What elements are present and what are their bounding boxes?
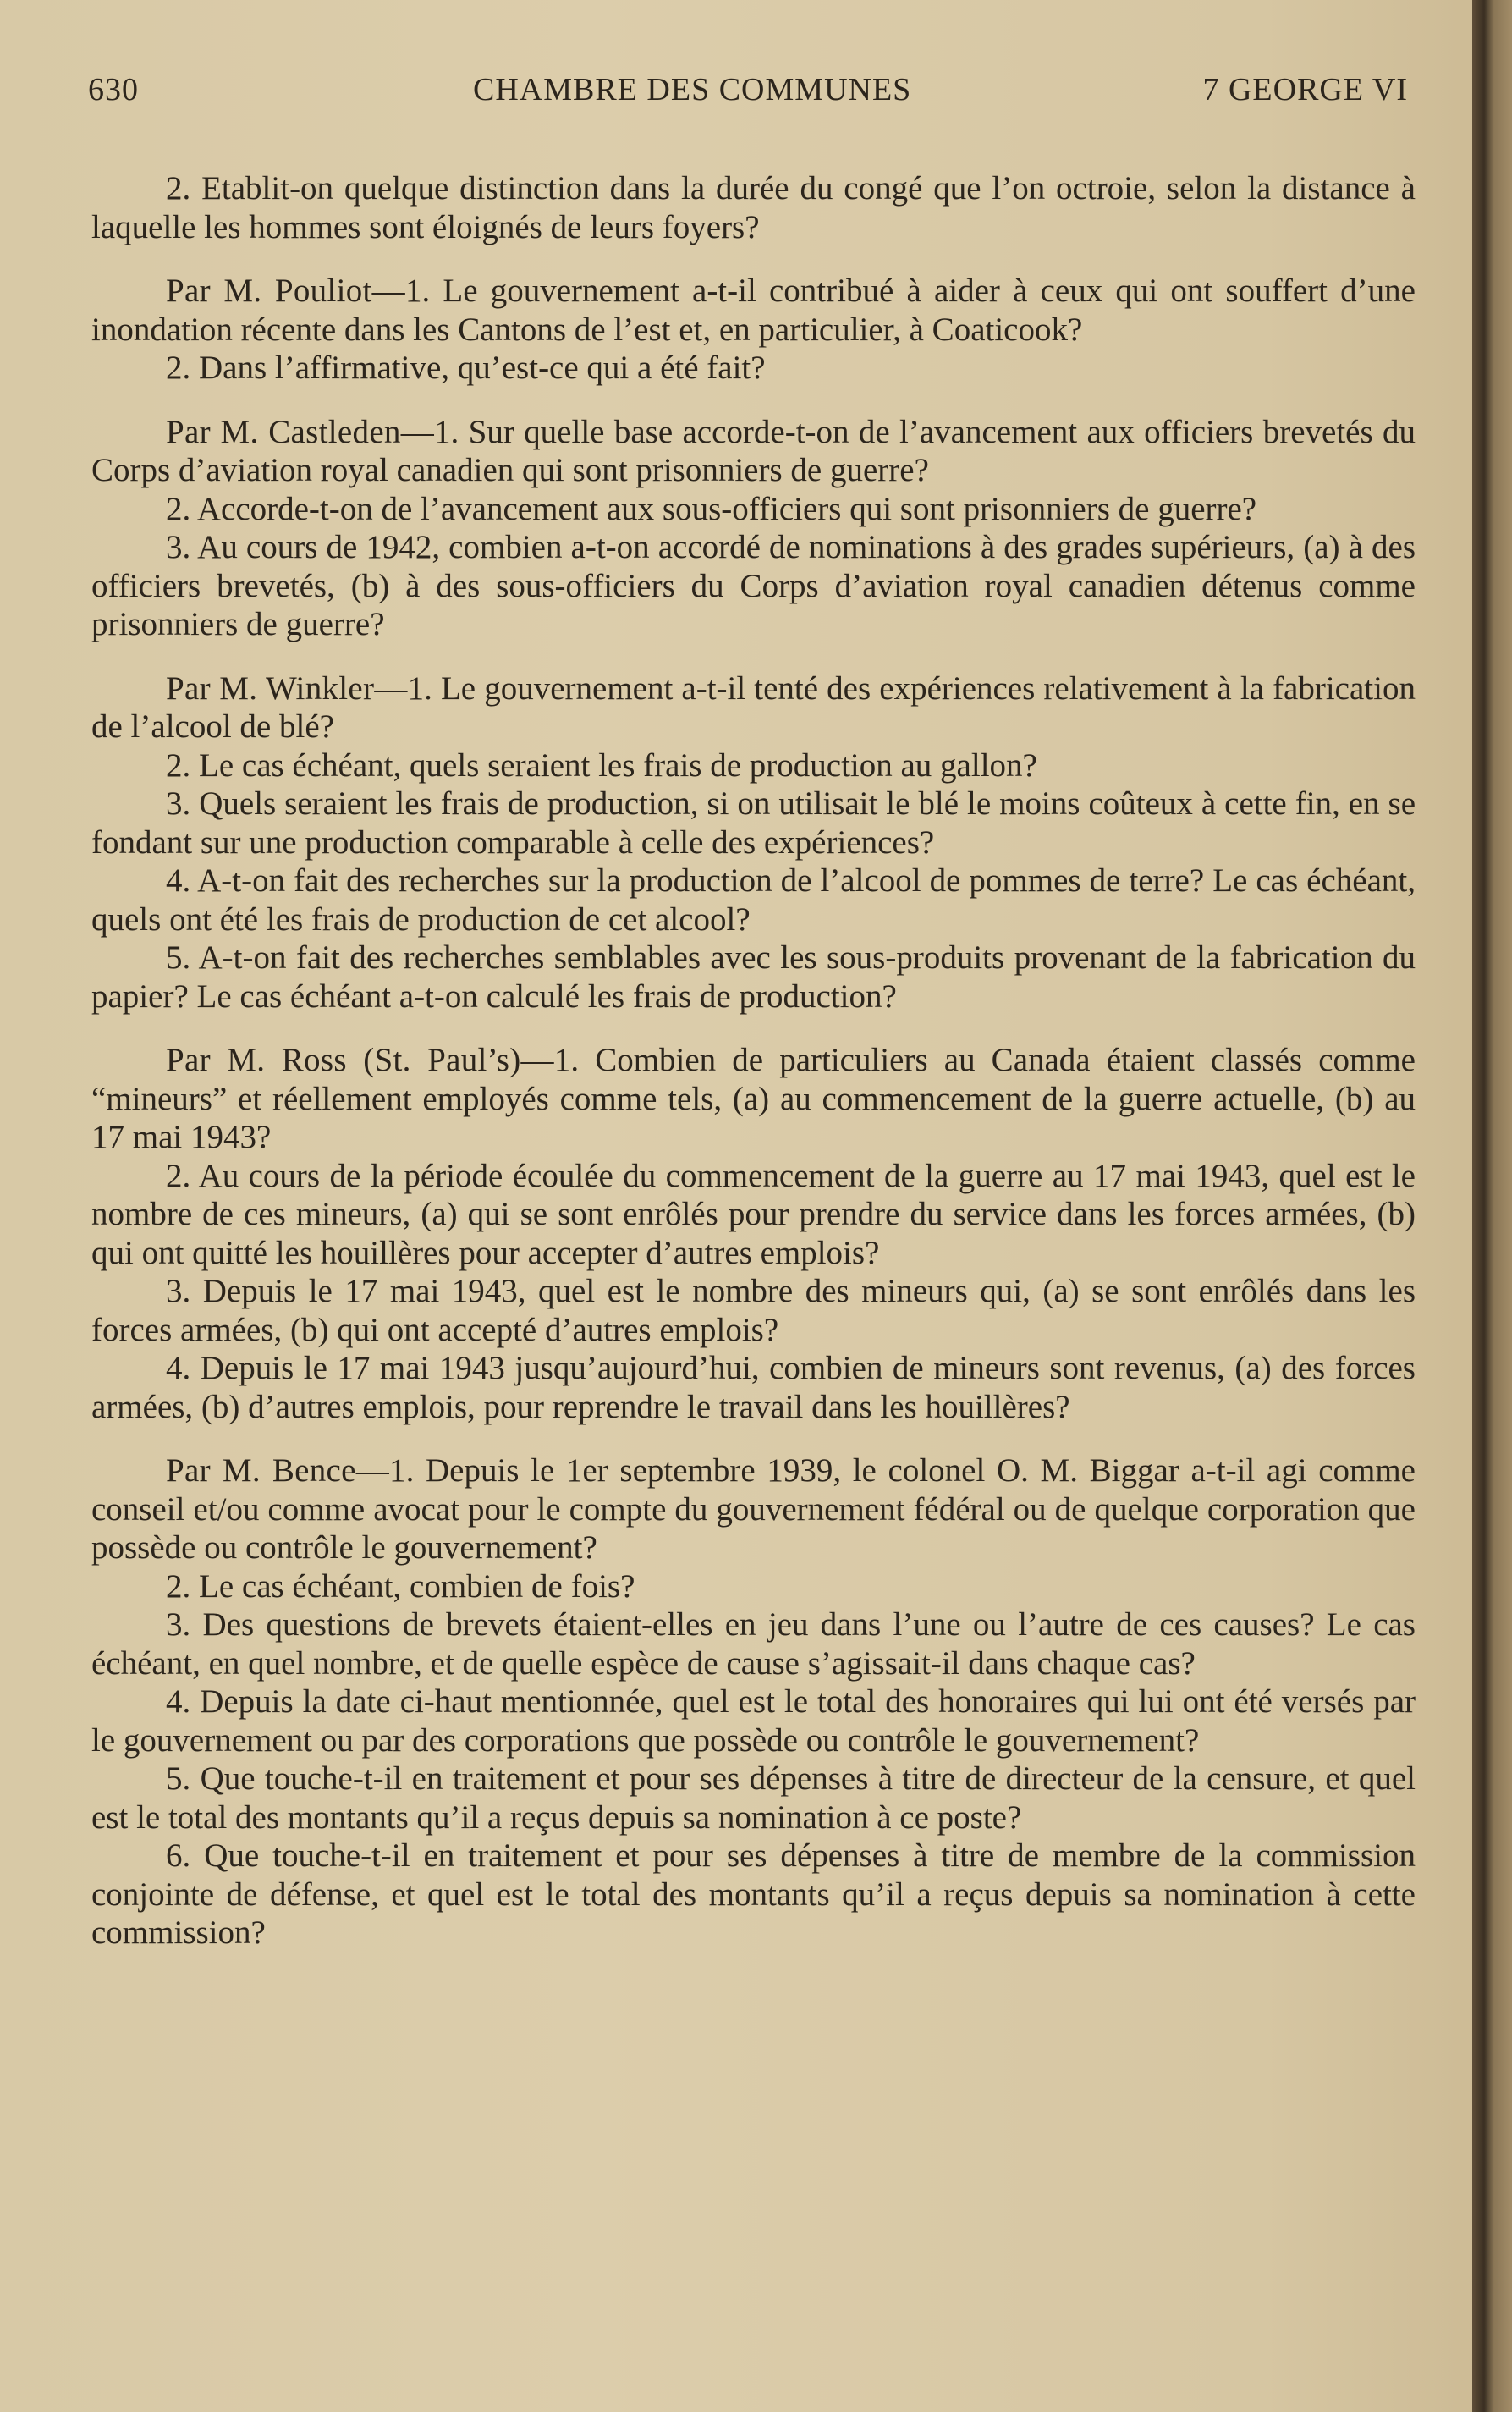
speaker: Par M. Ross (St. Paul’s)— <box>166 1042 554 1078</box>
speaker: Par M. Winkler— <box>166 669 408 707</box>
question-text: 1. Le gouvernement a-t-il contribué à aider à ceux qui ont souffert d’une inondation récente dans les Cantons de l’est et, en particulier, à Coaticook? <box>91 273 1416 348</box>
question-paragraph <box>91 1605 1416 1682</box>
question-paragraph <box>91 1349 1416 1426</box>
question-text: 1. Le gouvernement a-t-il tenté des expériences relativement à la fabrication de l’alcool de blé? <box>91 669 1416 745</box>
question-paragraph <box>91 1272 1416 1349</box>
question-text: 2. Le cas échéant, quels seraient les frais de production au gallon? <box>166 746 1037 784</box>
question-paragraph <box>91 1451 1416 1567</box>
page-header <box>88 71 1408 118</box>
question-text: 3. Quels seraient les frais de production, si on utilisait le blé le moins coûteux à cette fin, en se fondant sur une production comparable à celle des expériences? <box>91 785 1416 861</box>
question-text: 2. Etablit-on quelque distinction dans la durée du congé que l’on octroie, selon la distance à laquelle les hommes sont éloignés de leurs foyers? <box>91 170 1416 245</box>
question-text: 3. Depuis le 17 mai 1943, quel est le nombre des mineurs qui, (a) se sont enrôlés dans les forces armées, (b) qui ont accepté d’autres emplois? <box>91 1273 1416 1348</box>
book-binding-edge <box>1472 0 1512 2412</box>
question-text: 5. A-t-on fait des recherches semblables avec les sous-produits provenant de la fabrication du papier? Le cas échéant a-t-on calculé les frais de production? <box>91 939 1416 1015</box>
question-text: 3. Au cours de 1942, combien a-t-on accordé de nominations à des grades supérieurs, (a) à des officiers brevetés, (b) à des sous-officiers du Corps d’aviation royal canadien détenus comme prisonniers de guerre? <box>91 529 1416 642</box>
question-text: 2. Accorde-t-on de l’avancement aux sous-officiers qui sont prisonniers de guerre? <box>166 490 1257 527</box>
question-text: 4. Depuis la date ci-haut mentionnée, quel est le total des honoraires qui lui ont été versés par le gouvernement ou par des corporations que possède ou contrôle le gouvernement? <box>91 1683 1416 1759</box>
speaker: Par M. Bence— <box>166 1452 390 1489</box>
page-number: 630 <box>88 72 139 107</box>
question-paragraph <box>91 1041 1416 1157</box>
question-text: 3. Des questions de brevets étaient-elles en jeu dans l’une ou l’autre de ces causes? Le cas échéant, en quel nombre, et de quelle espèce de cause s’agissait-il dans chaque cas? <box>91 1606 1416 1682</box>
regnal-year: 7 GEORGE VI <box>1202 72 1408 107</box>
question-text: 1. Sur quelle base accorde-t-on de l’avancement aux officiers brevetés du Corps d’aviation royal canadien qui sont prisonniers de guerre? <box>91 413 1416 488</box>
speaker: Par M. Castleden— <box>166 413 435 450</box>
questions-body <box>91 169 1416 1952</box>
question-paragraph <box>91 413 1416 490</box>
question-text: 2. Dans l’affirmative, qu’est-ce qui a été fait? <box>166 350 766 386</box>
question-text: 6. Que touche-t-il en traitement et pour ses dépenses à titre de membre de la commission conjointe de défense, et quel est le total des montants qu’il a reçus depuis sa nomination à cette commission? <box>91 1837 1416 1951</box>
question-paragraph <box>91 169 1416 246</box>
question-paragraph <box>91 349 1416 388</box>
speaker: Par M. Pouliot— <box>166 273 405 309</box>
question-text: 1. Combien de particuliers au Canada étaient classés comme “mineurs” et réellement employés comme tels, (a) au commencement de la guerre actuelle, (b) au 17 mai 1943? <box>91 1042 1416 1155</box>
question-paragraph <box>91 1682 1416 1759</box>
question-paragraph <box>91 490 1416 529</box>
question-paragraph <box>91 669 1416 746</box>
question-paragraph <box>91 1759 1416 1837</box>
question-paragraph <box>91 272 1416 349</box>
question-text: 4. Depuis le 17 mai 1943 jusqu’aujourd’hui, combien de mineurs sont revenus, (a) des forces armées, (b) d’autres emplois, pour reprendre le travail dans les houillères? <box>91 1350 1416 1425</box>
running-title: CHAMBRE DES COMMUNES <box>473 72 912 107</box>
question-paragraph <box>91 746 1416 785</box>
question-text: 4. A-t-on fait des recherches sur la production de l’alcool de pommes de terre? Le cas échéant, quels ont été les frais de production de cet alcool? <box>91 862 1416 938</box>
question-paragraph <box>91 939 1416 1016</box>
question-paragraph <box>91 528 1416 644</box>
question-paragraph <box>91 785 1416 862</box>
question-text: 2. Le cas échéant, combien de fois? <box>166 1567 635 1605</box>
question-text: 5. Que touche-t-il en traitement et pour ses dépenses à titre de directeur de la censure, et quel est le total des montants qu’il a reçus depuis sa nomination à ce poste? <box>91 1760 1416 1836</box>
question-text: 2. Au cours de la période écoulée du commencement de la guerre au 17 mai 1943, quel est le nombre de ces mineurs, (a) qui se sont enrôlés pour prendre du service dans les forces armées, (b) qui ont quitté les houillères pour accepter d’autres emplois? <box>91 1157 1416 1271</box>
question-paragraph <box>91 1837 1416 1952</box>
question-paragraph <box>91 862 1416 939</box>
question-text: 1. Depuis le 1er septembre 1939, le colonel O. M. Biggar a-t-il agi comme conseil et/ou comme avocat pour le compte du gouvernement fédéral ou de quelque corporation que possède ou contrôle le gouvernement? <box>91 1452 1416 1566</box>
question-paragraph <box>91 1157 1416 1273</box>
question-paragraph <box>91 1567 1416 1606</box>
